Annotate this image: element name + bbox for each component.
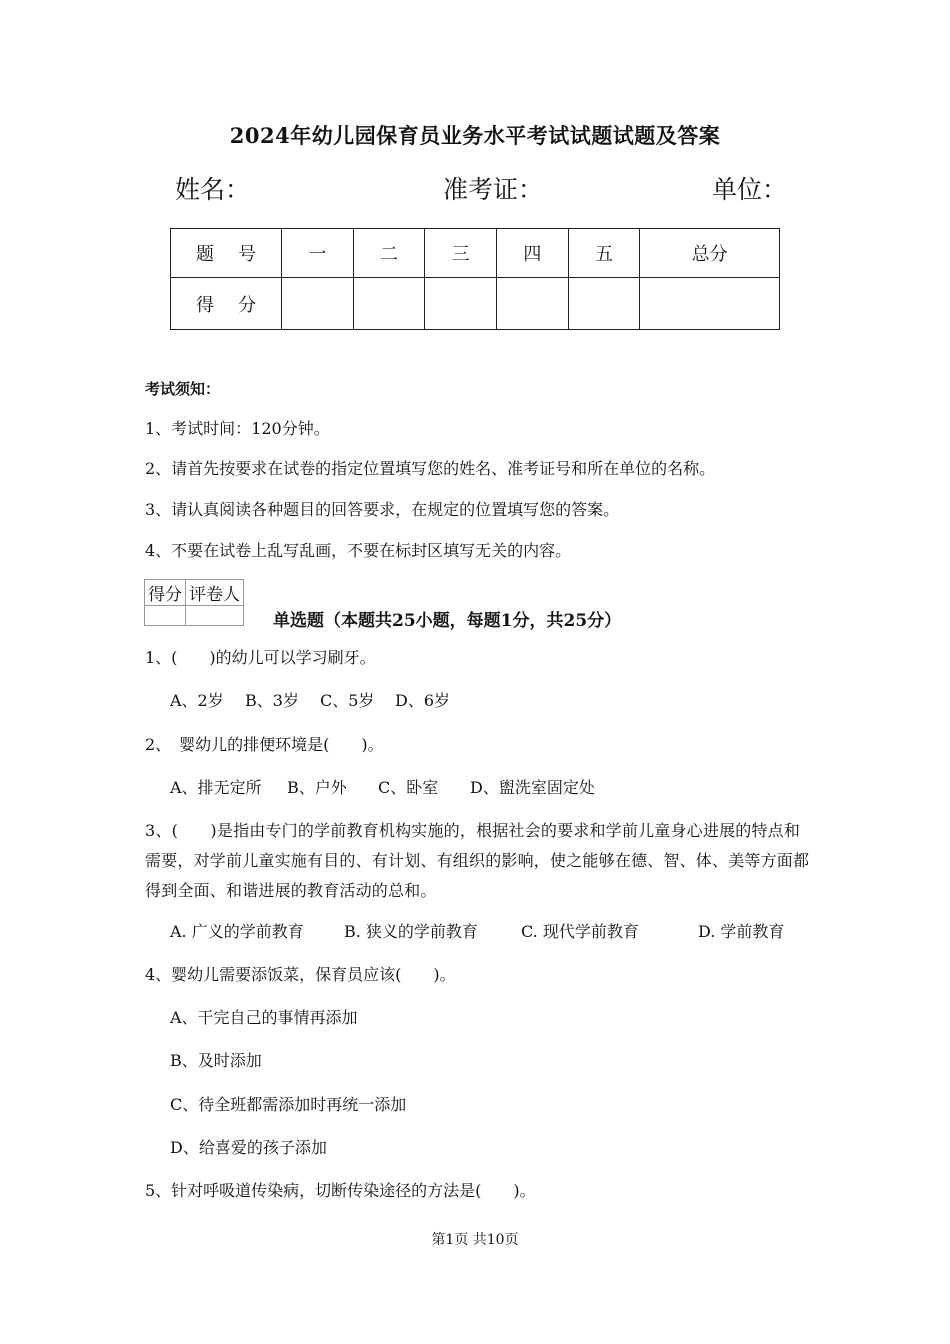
option[interactable]: C、卧室 <box>378 778 439 797</box>
score-table <box>170 228 780 330</box>
grader-score-label: 得分 <box>145 580 186 606</box>
column-header: 四 <box>497 229 569 278</box>
grader-reviewer-label: 评卷人 <box>186 580 244 606</box>
option[interactable]: A、2岁 <box>170 691 224 710</box>
option[interactable]: D、6岁 <box>395 691 451 710</box>
column-header: 五 <box>568 229 640 278</box>
option[interactable]: B、3岁 <box>245 691 299 710</box>
grader-box <box>144 579 244 626</box>
note-item: 1、考试时间：120分钟。 <box>145 419 330 438</box>
option[interactable]: B. 狭义的学前教育 <box>344 922 478 941</box>
page-footer: 第1页 共10页 <box>431 1232 519 1248</box>
question-number-label: 题号 <box>171 229 282 278</box>
option[interactable]: A. 广义的学前教育 <box>170 922 304 941</box>
column-header: 三 <box>425 229 497 278</box>
column-header: 总分 <box>640 229 780 278</box>
option[interactable]: D、盥洗室固定处 <box>470 778 595 797</box>
score-cell[interactable] <box>425 278 497 330</box>
option[interactable]: D、给喜爱的孩子添加 <box>170 1138 327 1157</box>
score-cell[interactable] <box>497 278 569 330</box>
option[interactable]: B、及时添加 <box>170 1051 262 1070</box>
section-title: 单选题（本题共25小题，每题1分，共25分） <box>273 611 622 631</box>
grader-score-cell[interactable] <box>145 606 186 626</box>
question-options <box>170 778 595 798</box>
note-item: 3、请认真阅读各种题目的回答要求，在规定的位置填写您的答案。 <box>145 500 620 519</box>
option[interactable]: A、排无定所 <box>170 778 262 797</box>
option[interactable]: C、5岁 <box>320 691 375 710</box>
question-stem: 4、婴幼儿需要添饭菜，保育员应该( )。 <box>145 965 456 984</box>
option[interactable]: C、待全班都需添加时再统一添加 <box>170 1095 407 1114</box>
score-cell[interactable] <box>640 278 780 330</box>
score-table-header-row <box>171 229 780 278</box>
column-header: 一 <box>282 229 354 278</box>
option[interactable]: B、户外 <box>287 778 347 797</box>
question-stem: 5、针对呼吸道传染病，切断传染途径的方法是( )。 <box>145 1181 536 1200</box>
question-stem: 3、( )是指由专门的学前教育机构实施的，根据社会的要求和学前儿童身心进展的特点和需要，对学前儿童实施有目的、有计划、有组织的影响，使之能够在德、智、体、美等方面都得到全面、和谐进展的教育活动的总和。 <box>145 821 810 900</box>
column-header: 二 <box>353 229 425 278</box>
note-item: 4、不要在试卷上乱写乱画，不要在标封区填写无关的内容。 <box>145 541 572 560</box>
question-options <box>170 922 784 942</box>
option[interactable]: A、干完自己的事情再添加 <box>170 1008 358 1027</box>
question-stem: 2、 婴幼儿的排便环境是( )。 <box>145 735 384 754</box>
page-title: 2024年幼儿园保育员业务水平考试试题试题及答案 <box>229 123 721 148</box>
score-cell[interactable] <box>282 278 354 330</box>
question-options <box>170 691 450 711</box>
score-table-score-row <box>171 278 780 330</box>
exam-id-label: 准考证： <box>443 175 544 204</box>
option[interactable]: C. 现代学前教育 <box>521 922 639 941</box>
score-label: 得分 <box>171 278 282 330</box>
name-label: 姓名： <box>175 175 251 204</box>
score-cell[interactable] <box>568 278 640 330</box>
notes-heading: 考试须知： <box>145 380 221 398</box>
score-cell[interactable] <box>353 278 425 330</box>
option[interactable]: D. 学前教育 <box>698 922 785 941</box>
note-item: 2、请首先按要求在试卷的指定位置填写您的姓名、准考证号和所在单位的名称。 <box>145 459 716 478</box>
grader-reviewer-cell[interactable] <box>186 606 244 626</box>
unit-label: 单位： <box>712 175 788 204</box>
question-stem: 1、( )的幼儿可以学习刷牙。 <box>145 648 376 667</box>
